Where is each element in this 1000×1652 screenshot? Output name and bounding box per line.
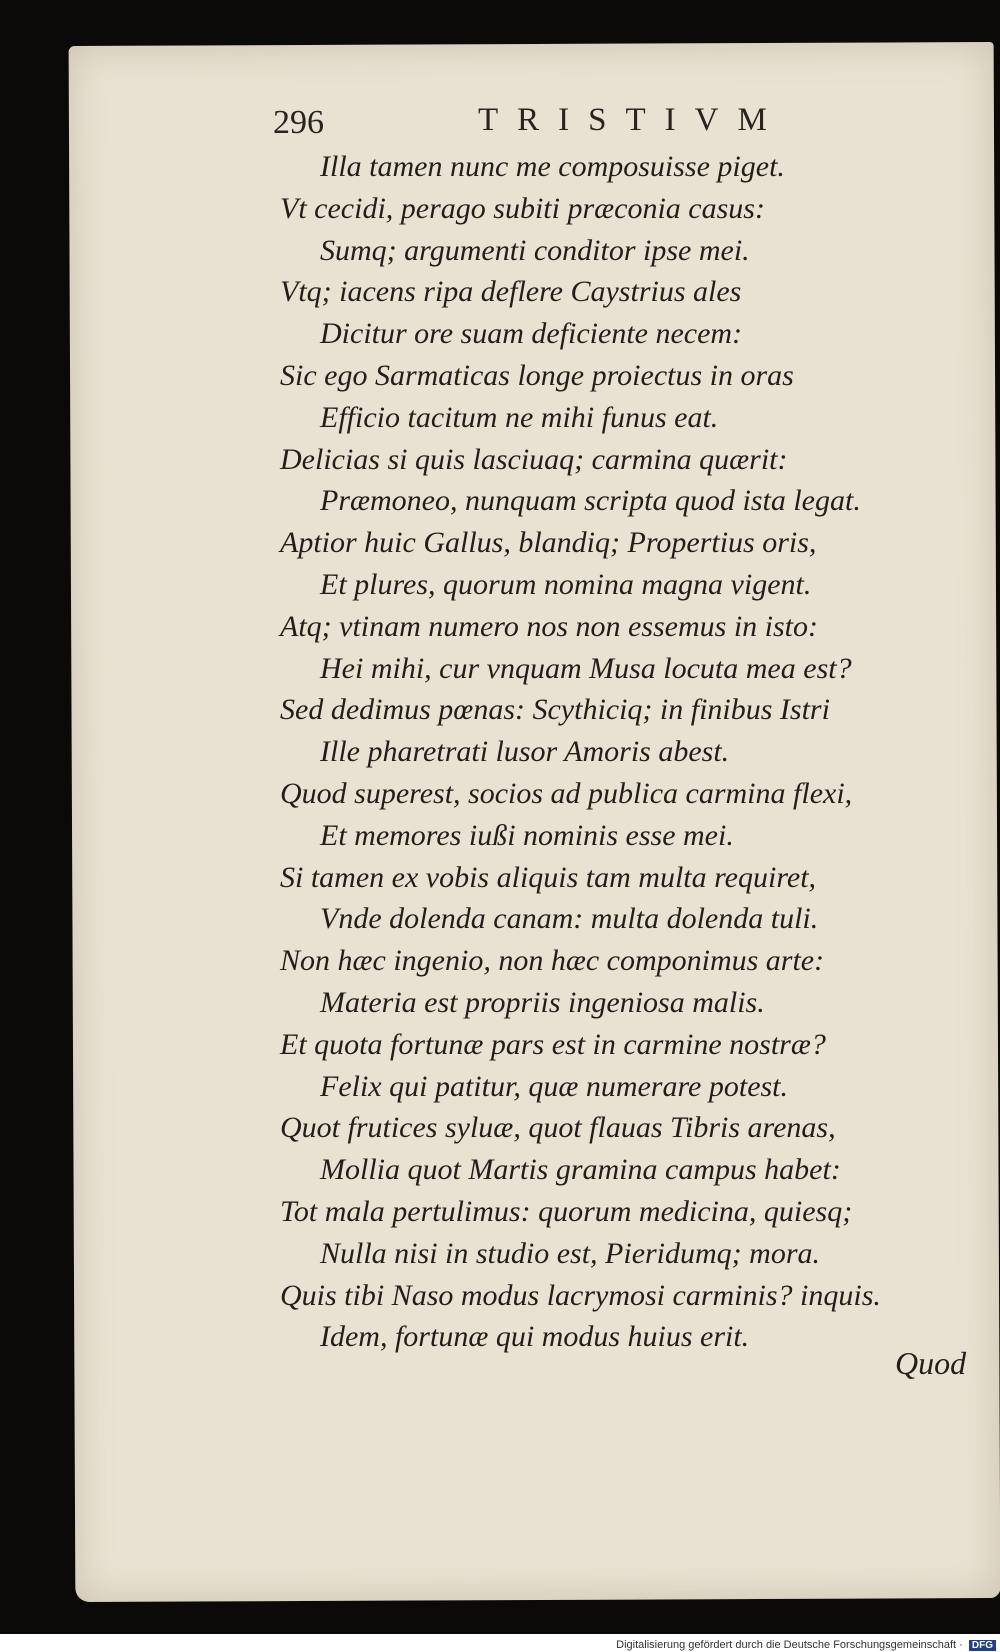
running-title: TRISTIVM — [478, 102, 786, 138]
verse-line: Delicias si quis lasciuaq; carmina quærit: — [280, 442, 788, 476]
verse-line: Nulla nisi in studio est, Pieridumq; mora. — [320, 1236, 821, 1270]
verse-line: Sumq; argumenti conditor ipse mei. — [320, 233, 750, 267]
verse-line: Et plures, quorum nomina magna vigent. — [320, 567, 812, 601]
verse-line: Si tamen ex vobis aliquis tam multa requiret, — [280, 860, 817, 894]
verse-line: Et memores iußi nominis esse mei. — [320, 818, 734, 852]
verse-line: Idem, fortunæ qui modus huius erit. — [320, 1320, 750, 1354]
verse-line: Non hæc ingenio, non hæc componimus arte: — [280, 944, 825, 978]
verse-line: Præmoneo, nunquam scripta quod ista legat. — [320, 484, 861, 518]
verse-line: Hei mihi, cur vnquam Musa locuta mea est? — [320, 651, 852, 685]
verse-line: Illa tamen nunc me composuisse piget. — [320, 150, 785, 183]
verse-line: Sic ego Sarmaticas longe proiectus in oras — [280, 358, 794, 392]
verse-line: Felix qui patitur, quæ numerare potest. — [320, 1069, 789, 1103]
verse-line: Sed dedimus pœnas: Scythiciq; in finibus Istri — [280, 693, 830, 727]
dfg-logo-badge: DFG — [969, 1640, 996, 1651]
verse-line: Materia est propriis ingeniosa malis. — [320, 985, 765, 1019]
verse-line: Mollia quot Martis gramina campus habet: — [320, 1153, 841, 1187]
footer-credit-text: Digitalisierung gefördert durch die Deutsche Forschungsgemeinschaft · — [616, 1639, 963, 1651]
verse-line: Dicitur ore suam deficiente necem: — [320, 317, 743, 351]
footer-credit — [616, 1639, 996, 1651]
verse-line: Et quota fortunæ pars est in carmine nostræ? — [280, 1027, 826, 1061]
verse-line: Quis tibi Naso modus lacrymosi carminis? inquis. — [280, 1278, 881, 1312]
verse-line: Vt cecidi, perago subiti præconia casus: — [280, 191, 765, 225]
verse-line: Vnde dolenda canam: multa dolenda tuli. — [320, 902, 819, 936]
footer-bar — [0, 1634, 1000, 1652]
verse-line: Atq; vtinam numero nos non essemus in isto: — [280, 609, 819, 643]
verse-line: Efficio tacitum ne mihi funus eat. — [320, 400, 719, 434]
verse-line: Quot frutices syluæ, quot flauas Tibris arenas, — [280, 1111, 836, 1145]
page-number: 296 — [273, 104, 324, 141]
verse-line: Aptior huic Gallus, blandiq; Propertius oris, — [280, 526, 817, 560]
catchword: Quod — [895, 1345, 967, 1381]
verse-block — [280, 146, 980, 1358]
verse-line: Tot mala pertulimus: quorum medicina, quiesq; — [280, 1194, 853, 1228]
verse-line: Quod superest, socios ad publica carmina flexi, — [280, 776, 853, 810]
verse-line: Vtq; iacens ripa deflere Caystrius ales — [280, 275, 742, 309]
verse-line: Ille pharetrati lusor Amoris abest. — [320, 735, 730, 769]
